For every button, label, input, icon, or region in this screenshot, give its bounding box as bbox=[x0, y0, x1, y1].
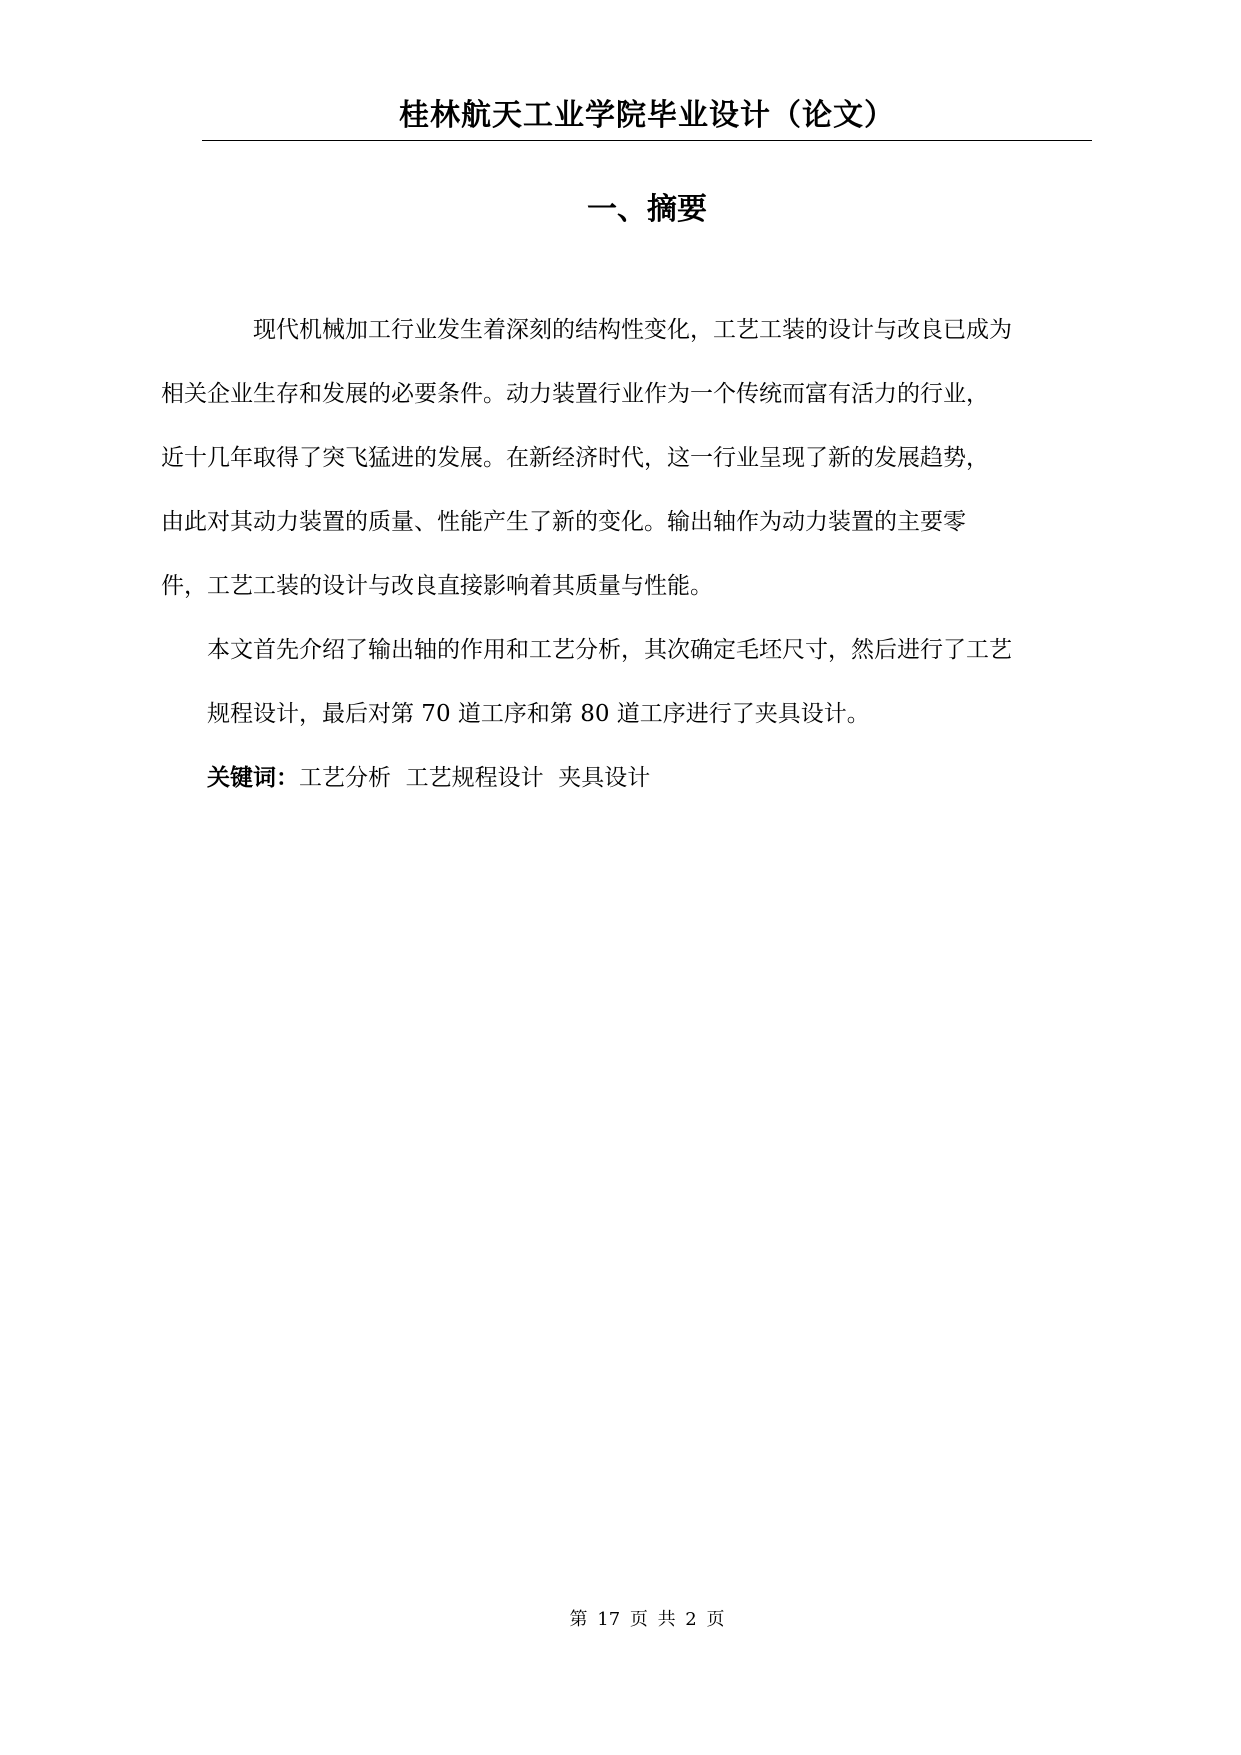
keywords-label: 关键词： bbox=[207, 765, 299, 791]
section-heading: 一、摘要 bbox=[587, 192, 707, 227]
abstract-paragraph-2 bbox=[207, 618, 1087, 746]
abstract-line: 件，工艺工装的设计与改良直接影响着其质量与性能。 bbox=[161, 573, 713, 599]
keywords-value: 工艺分析 工艺规程设计 夹具设计 bbox=[299, 765, 651, 791]
abstract-body bbox=[161, 298, 1087, 810]
document-header-title: 桂林航天工业学院毕业设计（论文） bbox=[399, 98, 895, 133]
header-divider bbox=[202, 140, 1092, 141]
abstract-paragraph-1 bbox=[161, 298, 1087, 618]
abstract-line: 相关企业生存和发展的必要条件。动力装置行业作为一个传统而富有活力的行业， bbox=[161, 381, 989, 407]
abstract-line: 由此对其动力装置的质量、性能产生了新的变化。输出轴作为动力装置的主要零 bbox=[161, 509, 966, 535]
page-footer: 第 17 页 共 2 页 bbox=[569, 1609, 725, 1630]
abstract-line: 本文首先介绍了输出轴的作用和工艺分析，其次确定毛坯尺寸，然后进行了工艺 bbox=[207, 637, 1012, 663]
abstract-line: 规程设计，最后对第 70 道工序和第 80 道工序进行了夹具设计。 bbox=[207, 701, 870, 727]
abstract-line: 近十几年取得了突飞猛进的发展。在新经济时代，这一行业呈现了新的发展趋势， bbox=[161, 445, 989, 471]
abstract-line: 现代机械加工行业发生着深刻的结构性变化，工艺工装的设计与改良已成为 bbox=[253, 317, 1012, 343]
keywords-line bbox=[207, 746, 1087, 810]
